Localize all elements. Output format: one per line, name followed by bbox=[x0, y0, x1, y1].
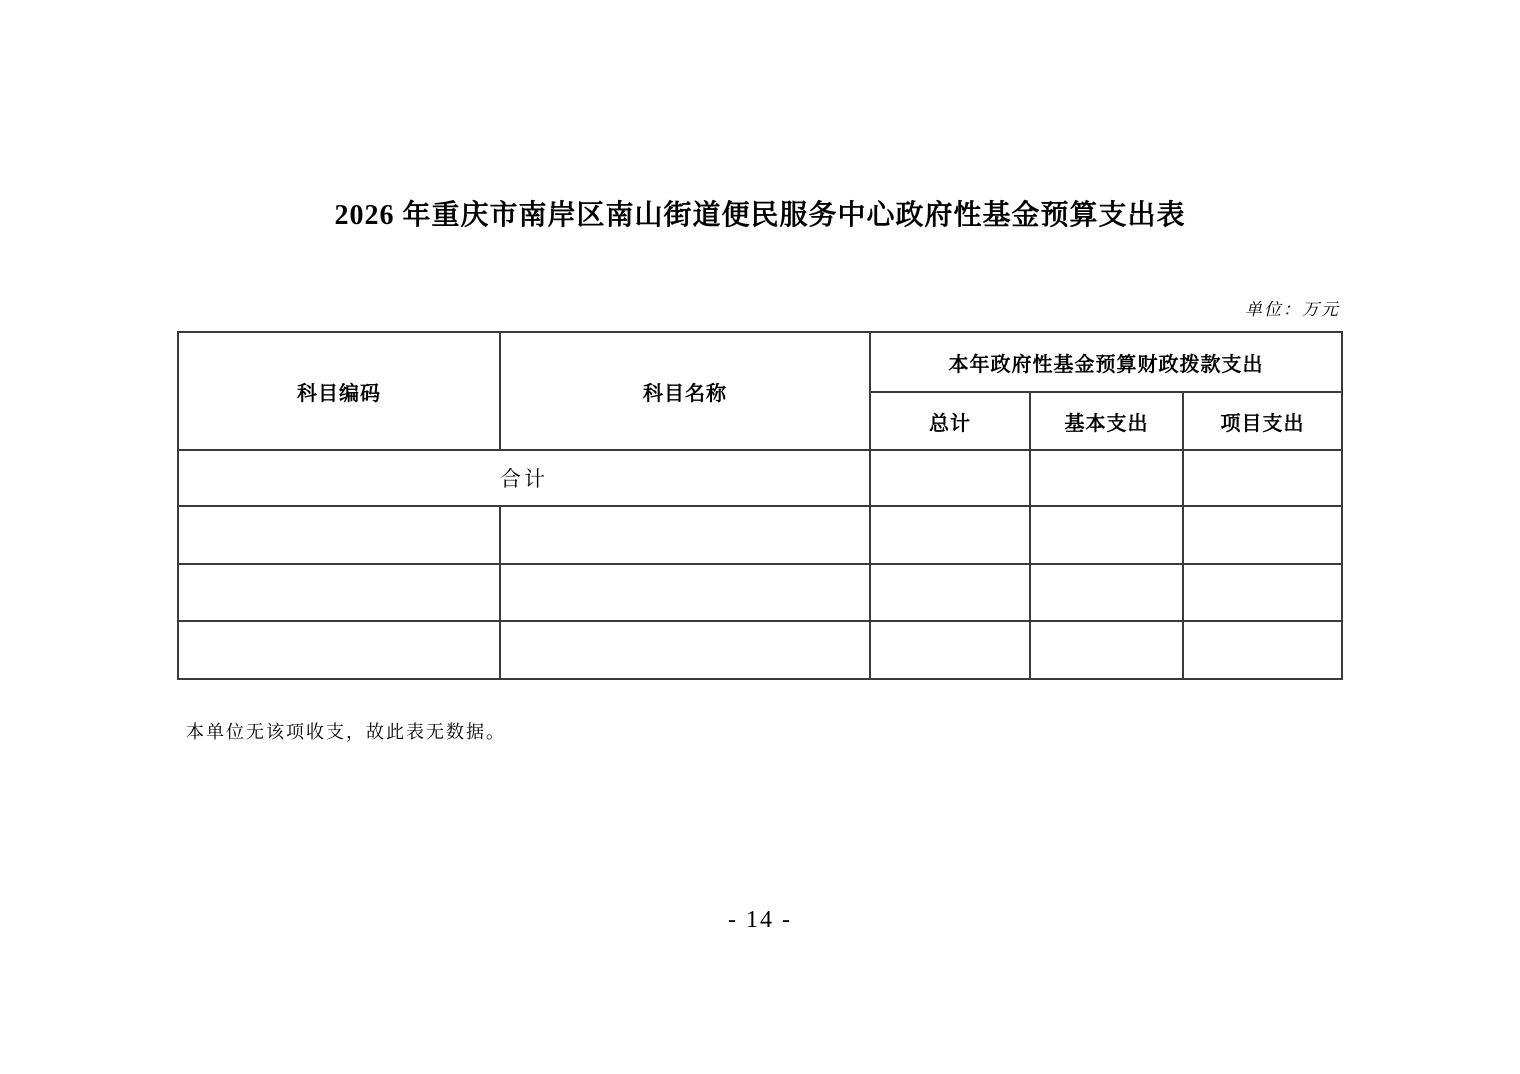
empty-cell-basic bbox=[1030, 506, 1183, 564]
table-row-total bbox=[178, 450, 1342, 506]
empty-cell-name bbox=[500, 564, 870, 621]
header-total: 总计 bbox=[870, 392, 1030, 450]
empty-cell-code bbox=[178, 506, 500, 564]
empty-cell-code bbox=[178, 564, 500, 621]
header-subject-name: 科目名称 bbox=[500, 332, 870, 450]
empty-cell-project bbox=[1183, 564, 1342, 621]
empty-cell-name bbox=[500, 506, 870, 564]
total-row-cell-total bbox=[870, 450, 1030, 506]
total-row-label: 合计 bbox=[178, 450, 870, 506]
total-row-cell-basic bbox=[1030, 450, 1183, 506]
header-basic-expenditure: 基本支出 bbox=[1030, 392, 1183, 450]
no-data-note: 本单位无该项收支，故此表无数据。 bbox=[186, 722, 506, 743]
table-header-row-1 bbox=[178, 332, 1342, 392]
total-row-cell-project bbox=[1183, 450, 1342, 506]
empty-cell-code bbox=[178, 621, 500, 679]
header-subject-code: 科目编码 bbox=[178, 332, 500, 450]
empty-cell-name bbox=[500, 621, 870, 679]
empty-cell-basic bbox=[1030, 621, 1183, 679]
table-row-empty bbox=[178, 621, 1342, 679]
empty-cell-project bbox=[1183, 506, 1342, 564]
page-title: 2026 年重庆市南岸区南山街道便民服务中心政府性基金预算支出表 bbox=[334, 200, 1186, 231]
table-row-empty bbox=[178, 564, 1342, 621]
empty-cell-project bbox=[1183, 621, 1342, 679]
empty-cell-total bbox=[870, 621, 1030, 679]
empty-cell-total bbox=[870, 506, 1030, 564]
header-fund-appropriation-group: 本年政府性基金预算财政拨款支出 bbox=[870, 332, 1342, 392]
table-row-empty bbox=[178, 506, 1342, 564]
empty-cell-total bbox=[870, 564, 1030, 621]
budget-table bbox=[177, 331, 1343, 680]
unit-label: 单位：万元 bbox=[1245, 300, 1340, 320]
page-number: - 14 - bbox=[728, 907, 792, 933]
header-project-expenditure: 项目支出 bbox=[1183, 392, 1342, 450]
empty-cell-basic bbox=[1030, 564, 1183, 621]
